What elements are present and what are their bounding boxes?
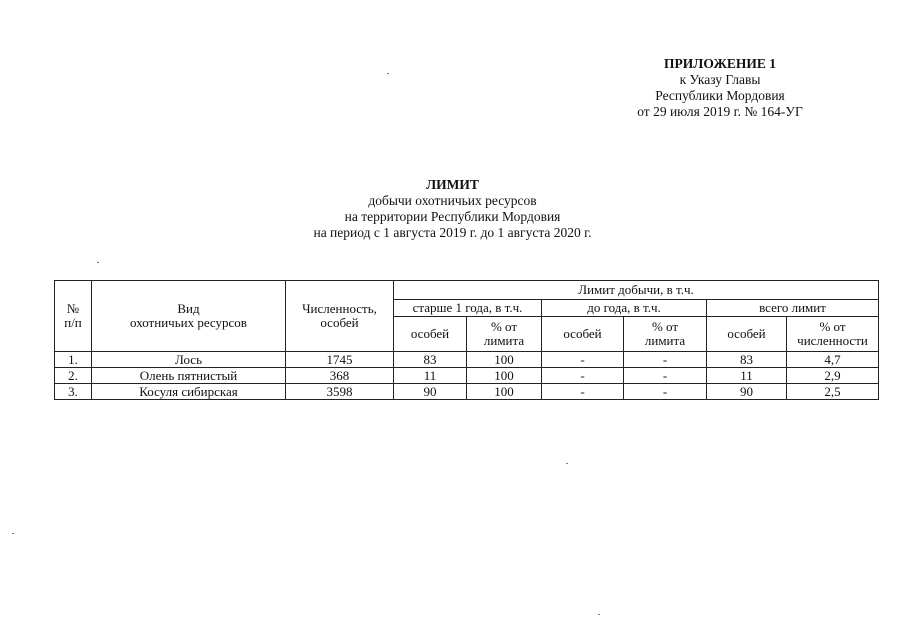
cell-count: 1745 — [286, 352, 394, 368]
cell-older-pct: 100 — [467, 368, 542, 384]
header-kind-line: Вид — [177, 301, 200, 316]
header-specimens: особей — [394, 317, 467, 352]
header-pct-limit — [624, 317, 707, 352]
appendix-block — [600, 56, 840, 120]
header-count-line: Численность, — [302, 301, 377, 316]
header-under: до года, в т.ч. — [542, 300, 707, 317]
header-count-line: особей — [320, 315, 359, 330]
cell-older-specimens: 11 — [394, 368, 467, 384]
header-number — [55, 281, 92, 352]
header-pct-line: численности — [797, 333, 868, 348]
cell-count: 368 — [286, 368, 394, 384]
table-row — [55, 368, 879, 384]
cell-total-specimens: 11 — [707, 368, 787, 384]
appendix-line: Республики Мордовия — [655, 88, 785, 103]
header-pct-line: % от — [490, 319, 518, 334]
cell-under-specimens: - — [542, 352, 624, 368]
header-limit-group: Лимит добычи, в т.ч. — [394, 281, 879, 300]
header-pct-count — [787, 317, 879, 352]
header-pct-line: % от — [819, 319, 846, 334]
scan-speck — [598, 614, 600, 615]
header-kind — [92, 281, 286, 352]
header-pct-limit — [467, 317, 542, 352]
cell-number: 3. — [55, 384, 92, 400]
header-pct-line: лимита — [483, 333, 525, 348]
cell-total-specimens: 83 — [707, 352, 787, 368]
limits-table — [54, 280, 879, 400]
appendix-line: к Указу Главы — [679, 72, 761, 87]
document-title: ЛИМИТ — [426, 177, 479, 192]
cell-kind: Лось — [92, 352, 286, 368]
cell-under-pct: - — [624, 352, 707, 368]
cell-under-specimens: - — [542, 384, 624, 400]
cell-older-pct: 100 — [467, 384, 542, 400]
cell-older-specimens: 90 — [394, 384, 467, 400]
header-count — [286, 281, 394, 352]
table-row — [55, 352, 879, 368]
cell-number: 2. — [55, 368, 92, 384]
header-pct-line: % от — [651, 319, 679, 334]
cell-total-specimens: 90 — [707, 384, 787, 400]
cell-kind: Олень пятнистый — [92, 368, 286, 384]
header-specimens: особей — [542, 317, 624, 352]
cell-under-pct: - — [624, 368, 707, 384]
header-older: старше 1 года, в т.ч. — [394, 300, 542, 317]
header-specimens: особей — [707, 317, 787, 352]
header-kind-line: охотничьих ресурсов — [130, 315, 247, 330]
header-number-line: № — [66, 301, 80, 316]
table-row — [55, 384, 879, 400]
scan-speck — [97, 262, 99, 263]
cell-under-pct: - — [624, 384, 707, 400]
cell-total-pct: 2,9 — [787, 368, 879, 384]
header-pct-line: лимита — [644, 333, 686, 348]
cell-kind: Косуля сибирская — [92, 384, 286, 400]
cell-older-specimens: 83 — [394, 352, 467, 368]
header-total: всего лимит — [707, 300, 879, 317]
cell-older-pct: 100 — [467, 352, 542, 368]
document-heading — [0, 177, 905, 241]
scan-speck — [387, 73, 389, 74]
heading-line: на период с 1 августа 2019 г. до 1 августа 2020 г. — [313, 225, 592, 240]
appendix-line: от 29 июля 2019 г. № 164-УГ — [637, 104, 803, 119]
appendix-title: ПРИЛОЖЕНИЕ 1 — [664, 56, 776, 71]
header-row — [55, 281, 879, 300]
cell-under-specimens: - — [542, 368, 624, 384]
scan-speck — [566, 463, 568, 464]
cell-total-pct: 4,7 — [787, 352, 879, 368]
heading-line: на территории Республики Мордовия — [344, 209, 561, 224]
cell-number: 1. — [55, 352, 92, 368]
cell-count: 3598 — [286, 384, 394, 400]
cell-total-pct: 2,5 — [787, 384, 879, 400]
scan-speck — [12, 533, 14, 534]
header-number-line: п/п — [64, 315, 82, 330]
heading-line: добычи охотничьих ресурсов — [368, 193, 537, 208]
